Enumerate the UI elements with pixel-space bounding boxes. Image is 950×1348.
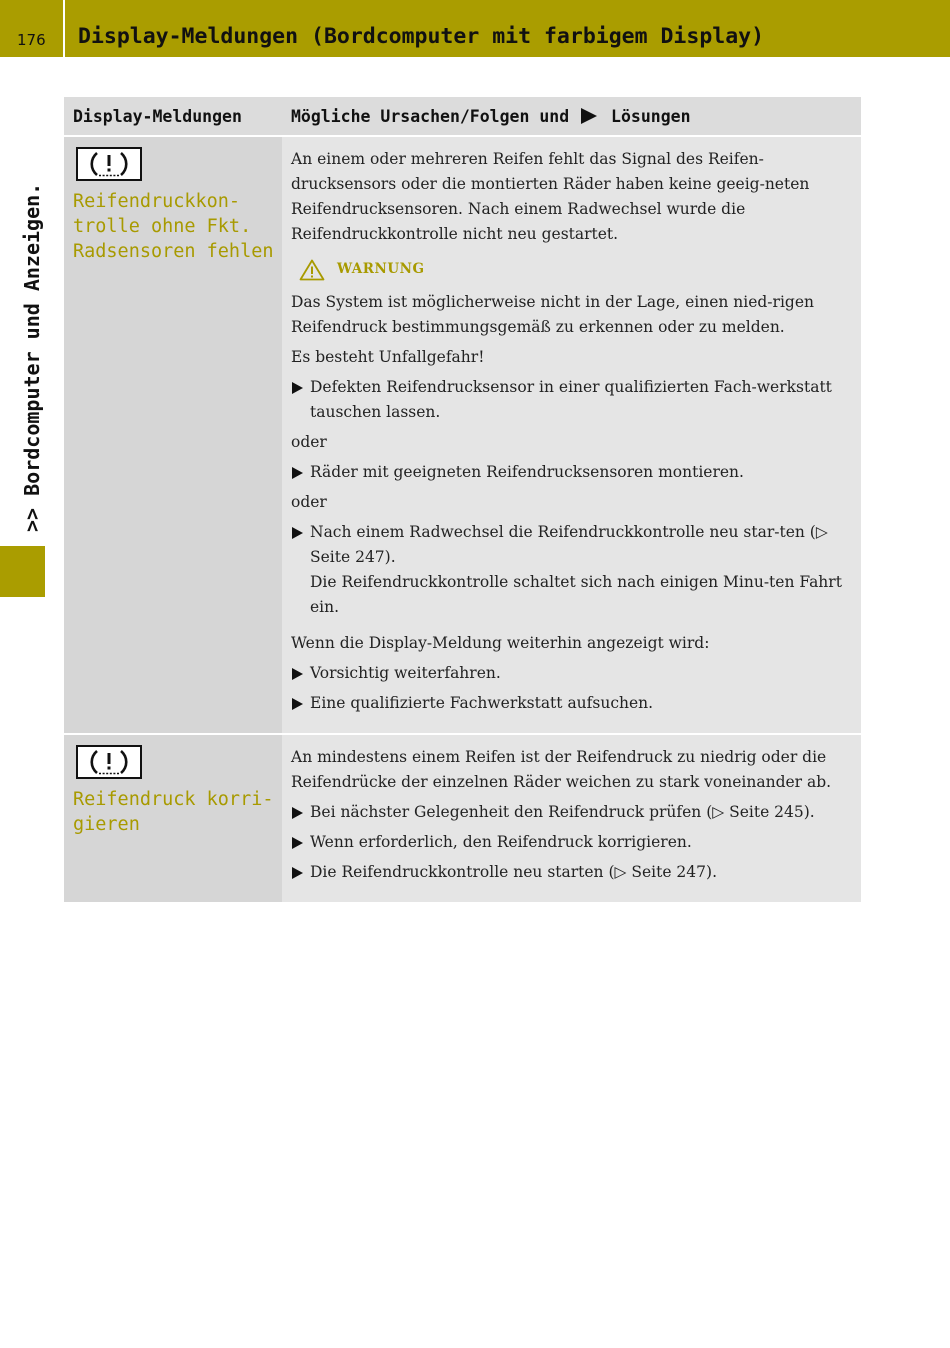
step-arrow-icon — [292, 698, 303, 710]
cause-description: An mindestens einem Reifen ist der Reifendruck zu niedrig oder die Reifendrücke der einzelnen Räder weichen zu stark voneinander ab. — [291, 748, 832, 791]
solution-step — [291, 460, 851, 485]
table-header-row — [64, 97, 861, 136]
step-arrow-icon — [292, 527, 303, 539]
display-message-text: Reifendruck korri- gieren — [73, 789, 274, 835]
solution-step — [291, 375, 851, 425]
message-cell — [64, 136, 282, 734]
step-text: Vorsichtig weiterfahren. — [310, 664, 501, 682]
step-text: Eine qualifizierte Fachwerkstatt aufsuchen. — [310, 694, 654, 712]
step-arrow-icon — [292, 807, 303, 819]
step-arrow-icon — [292, 382, 303, 394]
display-messages-table — [64, 97, 861, 902]
solution-step — [291, 691, 851, 716]
or-text: oder — [291, 433, 327, 451]
step-text: Räder mit geeigneten Reifendrucksensoren montieren. — [310, 463, 744, 481]
solution-step — [291, 520, 851, 620]
step-arrow-icon — [292, 837, 303, 849]
column-header-messages: Display-Meldungen — [64, 97, 282, 136]
or-text: oder — [291, 493, 327, 511]
display-message-text: Reifendruckkon- trolle ohne Fkt. Radsensoren fehlen — [73, 191, 274, 262]
followup-text: Wenn die Display-Meldung weiterhin angezeigt wird: — [291, 634, 710, 652]
page-title: Display-Meldungen (Bordcomputer mit farbigem Display) — [78, 24, 765, 49]
step-arrow-icon — [292, 467, 303, 479]
warning-label: WARNUNG — [337, 261, 425, 277]
side-tab-marker — [0, 546, 45, 597]
table-row — [64, 734, 861, 902]
solution-step — [291, 830, 851, 855]
column-header-causes: Mögliche Ursachen/Folgen und — [291, 106, 570, 126]
step-text: Defekten Reifendrucksensor in einer qualifizierten Fach-werkstatt tauschen lassen. — [310, 378, 832, 421]
message-cell — [64, 734, 282, 902]
action-arrow-icon — [581, 108, 597, 124]
step-text: Nach einem Radwechsel die Reifendruckkontrolle neu star-ten (▷ Seite 247). — [310, 523, 828, 566]
step-text: Die Reifendruckkontrolle neu starten (▷ Seite 247). — [310, 863, 717, 881]
step-text: Bei nächster Gelegenheit den Reifendruck prüfen (▷ Seite 245). — [310, 803, 815, 821]
column-header-solutions-label: Lösungen — [611, 106, 691, 126]
warning-triangle-icon — [299, 259, 325, 281]
warning-text: Das System ist möglicherweise nicht in der Lage, einen nied-rigen Reifendruck bestimmungsgemäß zu erkennen oder zu melden. — [291, 293, 814, 336]
cause-description: An einem oder mehreren Reifen fehlt das Signal des Reifen-drucksensors oder die montierten Räder haben keine geeig-neten Reifendrucksensoren. Nach einem Radwechsel wurde die Reifendruckkontrolle nicht neu gestartet. — [291, 150, 810, 243]
tire-pressure-warning-icon — [76, 745, 142, 779]
solution-cell — [282, 734, 861, 902]
column-header-solutions — [282, 97, 861, 136]
side-section-label: >> Bordcomputer und Anzeigen. — [20, 182, 44, 532]
warning-heading — [299, 257, 851, 282]
tire-pressure-warning-icon — [76, 147, 142, 181]
page-number: 176 — [17, 31, 46, 49]
solution-step — [291, 800, 851, 825]
solution-cell — [282, 136, 861, 734]
step-arrow-icon — [292, 867, 303, 879]
step-text: Wenn erforderlich, den Reifendruck korrigieren. — [310, 833, 692, 851]
solution-step — [291, 860, 851, 885]
solution-step — [291, 661, 851, 686]
table-row — [64, 136, 861, 734]
danger-text: Es besteht Unfallgefahr! — [291, 348, 485, 366]
step-note: Die Reifendruckkontrolle schaltet sich nach einigen Minu-ten Fahrt ein. — [310, 573, 842, 616]
step-arrow-icon — [292, 668, 303, 680]
